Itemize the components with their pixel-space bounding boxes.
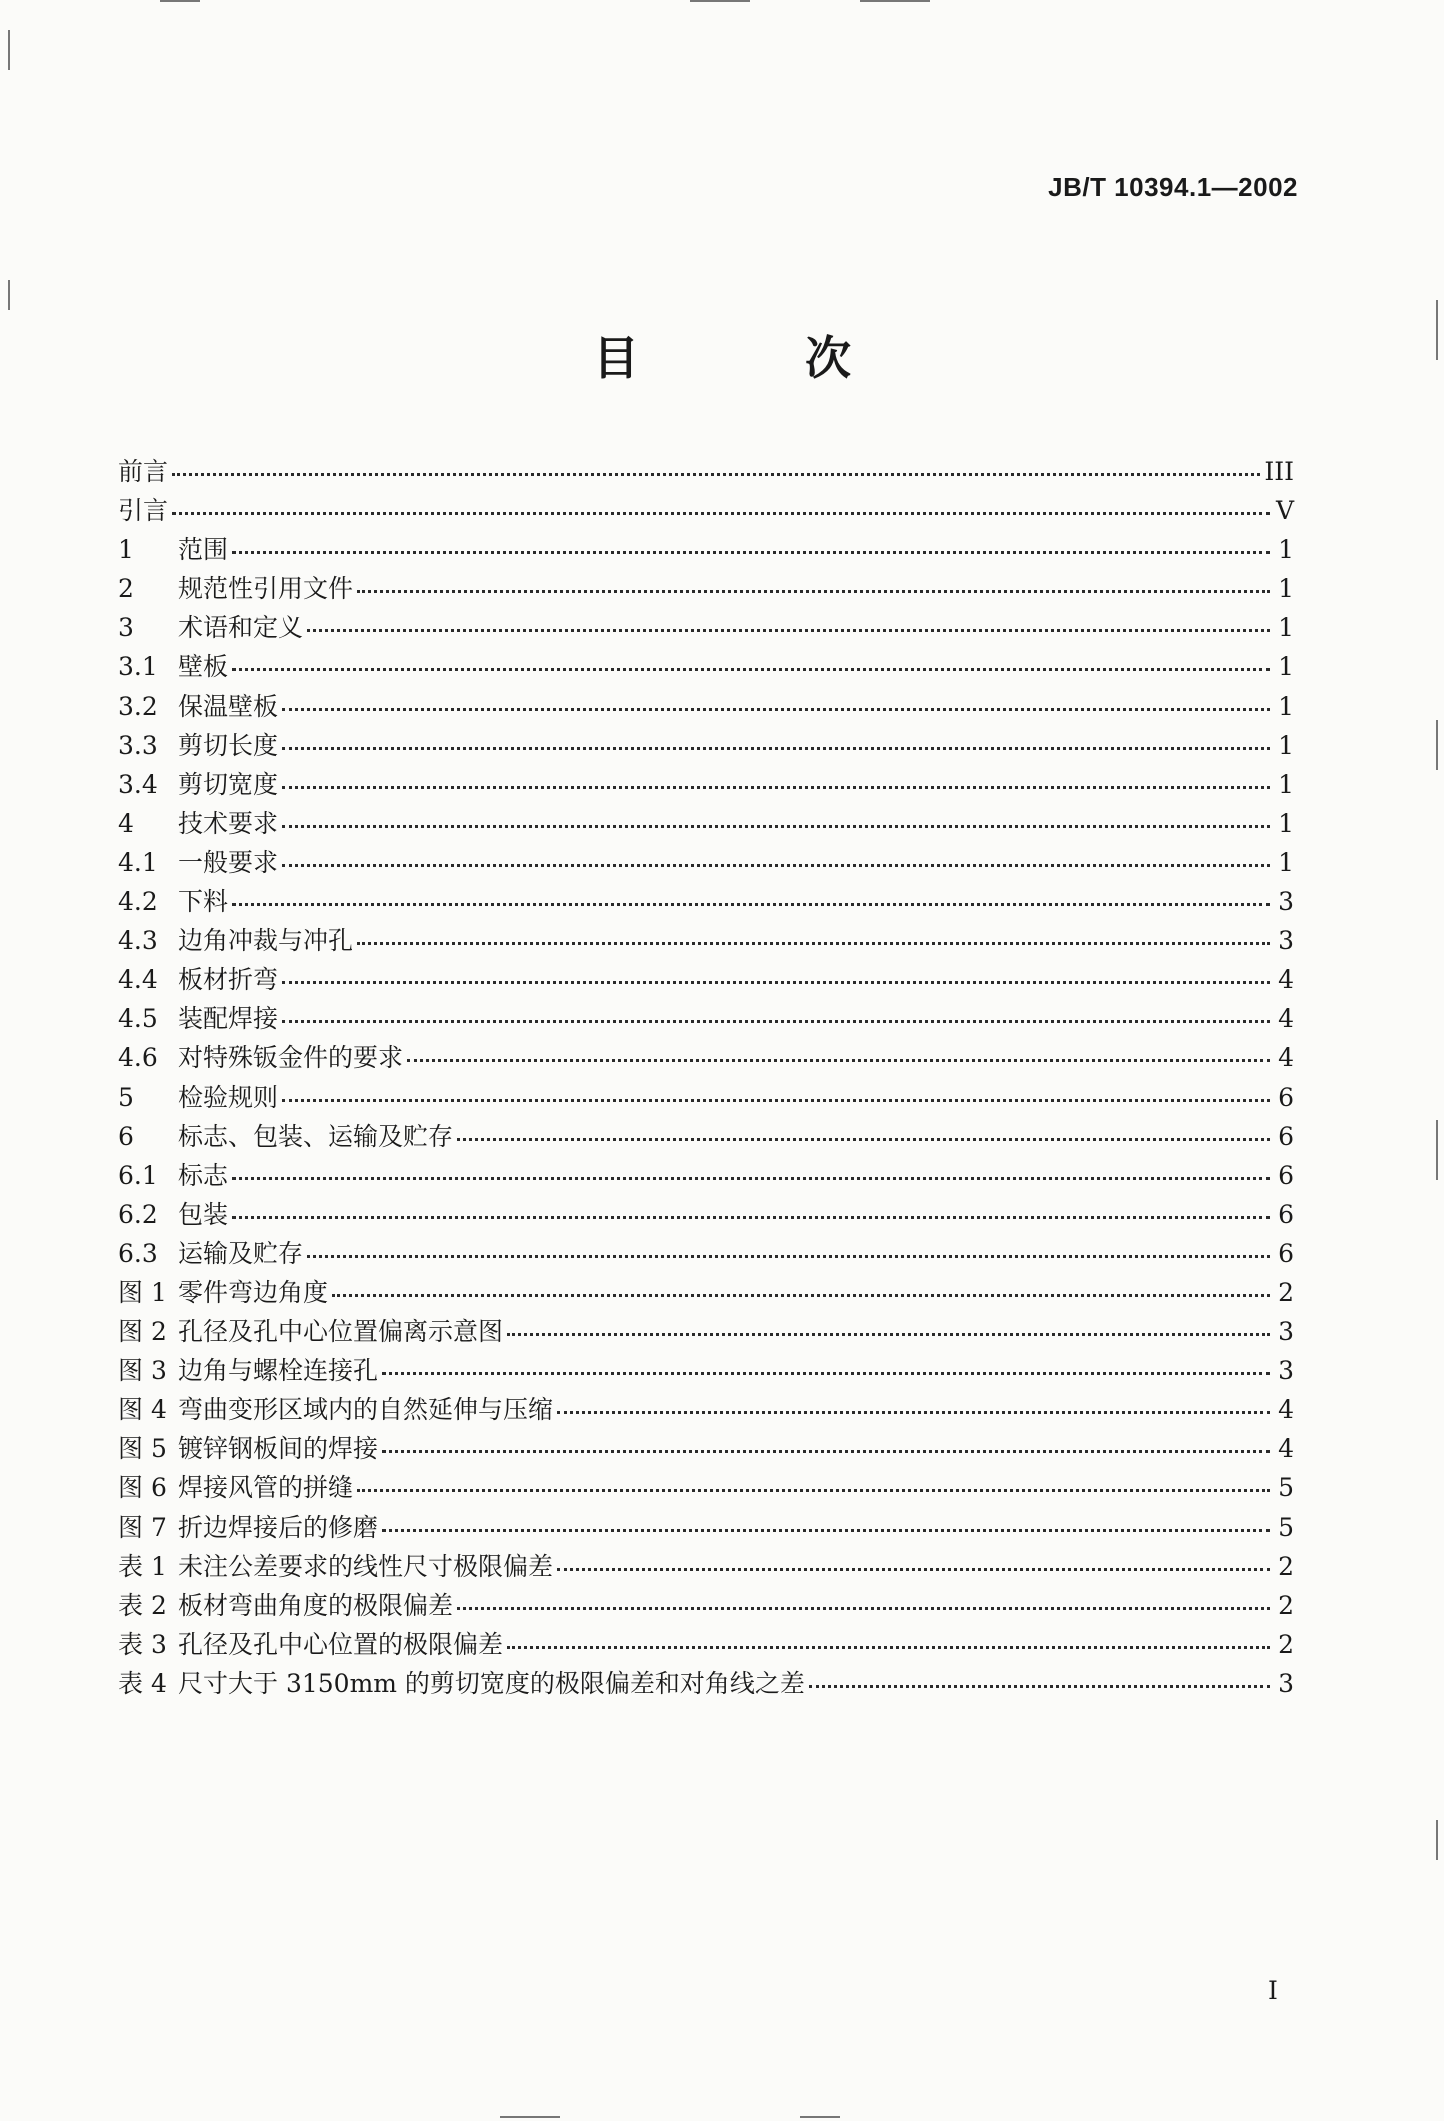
toc-entry: [118, 647, 1294, 686]
toc-entry-number: 图 5: [118, 1434, 167, 1464]
toc-entry-number: 4.4: [118, 965, 158, 995]
toc-entry-page: 1: [1278, 652, 1294, 682]
dot-leader: [382, 1450, 1270, 1453]
dot-leader: [282, 747, 1270, 750]
toc-entry-number: 图 6: [118, 1473, 167, 1503]
dot-leader: [809, 1685, 1270, 1688]
toc-entry: [118, 608, 1294, 647]
dot-leader: [407, 1059, 1270, 1062]
toc-entry-title: 检验规则: [178, 1082, 279, 1112]
toc-entry-page: 4: [1278, 1043, 1294, 1073]
toc-entry-number: 图 2: [118, 1317, 167, 1347]
toc-entry-number: 图 7: [118, 1512, 167, 1542]
toc-entry: [118, 1117, 1294, 1156]
scan-edge-mark: [500, 2116, 560, 2118]
toc-entry: [118, 1351, 1294, 1390]
toc-entry: [118, 491, 1294, 530]
toc-entry-page: 3: [1278, 1356, 1294, 1386]
toc-entry-page: 2: [1278, 1590, 1294, 1620]
dot-leader: [357, 590, 1270, 593]
toc-entry-title: 技术要求: [178, 808, 279, 838]
toc-entry-title: 边角与螺栓连接孔: [178, 1356, 379, 1386]
dot-leader: [457, 1607, 1270, 1610]
toc-entry: [118, 1156, 1294, 1195]
toc-entry-number: 3: [118, 613, 134, 643]
dot-leader: [282, 1020, 1270, 1023]
toc-entry-number: 2: [118, 574, 134, 604]
scan-edge-mark: [860, 0, 930, 2]
toc-entry-page: 6: [1278, 1238, 1294, 1268]
toc-entry-title: 剪切宽度: [178, 769, 279, 799]
toc-entry-number: 4.5: [118, 1004, 158, 1034]
toc-entry-title: 镀锌钢板间的焊接: [178, 1434, 379, 1464]
dot-leader: [282, 1099, 1270, 1102]
dot-leader: [557, 1411, 1270, 1414]
dot-leader: [557, 1568, 1270, 1571]
toc-entry: [118, 804, 1294, 843]
dot-leader: [382, 1372, 1270, 1375]
toc-entry: [118, 569, 1294, 608]
toc-entry-title: 板材折弯: [178, 965, 279, 995]
toc-entry: [118, 1508, 1294, 1547]
toc-entry-page: 1: [1278, 535, 1294, 565]
toc-entry-page: 6: [1278, 1082, 1294, 1112]
dot-leader: [332, 1294, 1270, 1297]
scan-edge-mark: [800, 2116, 840, 2118]
toc-entry: [118, 1390, 1294, 1429]
toc-entry-title: 保温壁板: [178, 691, 279, 721]
toc-entry-page: 3: [1278, 1668, 1294, 1698]
toc-entry-number: 6: [118, 1121, 134, 1151]
toc-entry-title: 术语和定义: [178, 613, 304, 643]
toc-entry-number: 3.4: [118, 769, 158, 799]
toc-entry-title: 折边焊接后的修磨: [178, 1512, 379, 1542]
scan-edge-mark: [160, 0, 200, 2]
toc-entry: [118, 843, 1294, 882]
dot-leader: [232, 551, 1270, 554]
toc-entry: [118, 999, 1294, 1038]
toc-entry-page: III: [1264, 457, 1294, 486]
toc-entry: [118, 1625, 1294, 1664]
toc-entry-title: 对特殊钣金件的要求: [178, 1043, 404, 1073]
dot-leader: [507, 1333, 1270, 1336]
toc-entry: [118, 452, 1294, 491]
toc-entry: [118, 765, 1294, 804]
toc-entry-number: 4.2: [118, 887, 158, 917]
toc-entry: [118, 1234, 1294, 1273]
toc-entry-page: 2: [1278, 1277, 1294, 1307]
toc-entry: [118, 1429, 1294, 1468]
toc-entry: [118, 726, 1294, 765]
dot-leader: [282, 786, 1270, 789]
toc-entry-title: 边角冲裁与冲孔: [178, 926, 354, 956]
dot-leader: [232, 903, 1270, 906]
toc-entry: [118, 960, 1294, 999]
toc-entry-page: 1: [1278, 769, 1294, 799]
toc-entry-page: 5: [1278, 1473, 1294, 1503]
toc-entry: [118, 1273, 1294, 1312]
toc-entry: [118, 1195, 1294, 1234]
toc-entry-title: 一般要求: [178, 847, 279, 877]
toc-entry: [118, 1547, 1294, 1586]
toc-entry-title: 尺寸大于 3150mm 的剪切宽度的极限偏差和对角线之差: [178, 1668, 805, 1698]
dot-leader: [232, 1216, 1270, 1219]
toc-entry-page: 5: [1278, 1512, 1294, 1542]
scan-edge-mark: [690, 0, 750, 2]
toc-entry-page: 4: [1278, 1004, 1294, 1034]
dot-leader: [507, 1646, 1270, 1649]
dot-leader: [172, 473, 1260, 476]
toc-entry-number: 6.2: [118, 1199, 158, 1229]
toc-entry-page: 4: [1278, 1395, 1294, 1425]
scan-edge-mark: [8, 30, 10, 70]
page-title: 目 次: [593, 331, 911, 385]
toc-entry-title: 运输及贮存: [178, 1238, 304, 1268]
toc-entry-page: 1: [1278, 847, 1294, 877]
toc-entry-number: 表 4: [118, 1668, 167, 1698]
dot-leader: [282, 708, 1270, 711]
toc-entry-page: 6: [1278, 1160, 1294, 1190]
toc-entry-page: 4: [1278, 1434, 1294, 1464]
toc-entry-page: 1: [1278, 808, 1294, 838]
toc-entry-title: 未注公差要求的线性尺寸极限偏差: [178, 1551, 554, 1581]
toc-entry-title: 规范性引用文件: [178, 574, 354, 604]
toc-entry-number: 表 2: [118, 1590, 167, 1620]
toc-entry-title: 零件弯边角度: [178, 1277, 329, 1307]
toc-entry: [118, 1078, 1294, 1117]
toc-entry-number: 5: [118, 1082, 134, 1112]
toc-entry-title: 标志、包装、运输及贮存: [178, 1121, 454, 1151]
toc-entry-number: 图 3: [118, 1356, 167, 1386]
toc-entry-number: 图 1: [118, 1277, 167, 1307]
dot-leader: [232, 1177, 1270, 1180]
toc-entry-page: 1: [1278, 691, 1294, 721]
toc-entry-title: 装配焊接: [178, 1004, 279, 1034]
toc-entry-number: 表 1: [118, 1551, 167, 1581]
toc-entry: [118, 1468, 1294, 1507]
dot-leader: [307, 1255, 1270, 1258]
toc-entry-title: 孔径及孔中心位置的极限偏差: [178, 1629, 504, 1659]
standard-code: JB/T 10394.1—2002: [1048, 172, 1298, 202]
toc-entry-number: 图 4: [118, 1395, 167, 1425]
toc-entry-number: 3.2: [118, 691, 158, 721]
toc-entry-number: 4.3: [118, 926, 158, 956]
toc-entry: [118, 921, 1294, 960]
toc-entry: [118, 1586, 1294, 1625]
scan-edge-mark: [1436, 1820, 1438, 1860]
toc-entry-page: V: [1275, 496, 1294, 526]
toc-entry-number: 4: [118, 808, 134, 838]
toc-entry-page: 6: [1278, 1199, 1294, 1229]
toc-entry-number: 1: [118, 535, 134, 565]
toc-entry-page: 3: [1278, 1317, 1294, 1347]
dot-leader: [357, 1489, 1270, 1492]
toc-entry-title: 标志: [178, 1160, 229, 1190]
toc-entry-number: 3.1: [118, 652, 158, 682]
dot-leader: [282, 981, 1270, 984]
dot-leader: [357, 942, 1270, 945]
toc-entry: [118, 1664, 1294, 1703]
toc-entry-page: 1: [1278, 730, 1294, 760]
toc-entry: [118, 1038, 1294, 1077]
scan-edge-mark: [8, 280, 10, 310]
toc-entry-title: 引言: [118, 496, 169, 526]
scan-edge-mark: [1436, 1120, 1438, 1180]
toc-entry-number: 6.3: [118, 1238, 158, 1268]
dot-leader: [282, 825, 1270, 828]
toc-entry-page: 1: [1278, 613, 1294, 643]
toc-entry-title: 焊接风管的拼缝: [178, 1473, 354, 1503]
toc-entry-title: 前言: [118, 457, 169, 486]
toc-entry-page: 3: [1278, 887, 1294, 917]
scan-edge-mark: [1436, 720, 1438, 770]
toc-entry-title: 壁板: [178, 652, 229, 682]
toc-entry-number: 3.3: [118, 730, 158, 760]
dot-leader: [457, 1138, 1270, 1141]
toc-entry-page: 1: [1278, 574, 1294, 604]
dot-leader: [232, 668, 1270, 671]
scan-edge-mark: [1436, 300, 1438, 360]
toc-entry-page: 6: [1278, 1121, 1294, 1151]
toc-entry-number: 4.6: [118, 1043, 158, 1073]
toc-entry-page: 4: [1278, 965, 1294, 995]
table-of-contents: [118, 452, 1294, 1703]
toc-entry: [118, 882, 1294, 921]
dot-leader: [282, 864, 1270, 867]
toc-entry-title: 下料: [178, 887, 229, 917]
dot-leader: [172, 512, 1270, 515]
toc-entry: [118, 1312, 1294, 1351]
toc-entry-number: 表 3: [118, 1629, 167, 1659]
toc-entry-page: 3: [1278, 926, 1294, 956]
toc-entry-title: 范围: [178, 535, 229, 565]
toc-entry-title: 板材弯曲角度的极限偏差: [178, 1590, 454, 1620]
toc-entry-number: 6.1: [118, 1160, 158, 1190]
toc-entry: [118, 687, 1294, 726]
toc-entry-page: 2: [1278, 1629, 1294, 1659]
toc-entry-number: 4.1: [118, 847, 158, 877]
dot-leader: [307, 629, 1270, 632]
dot-leader: [382, 1529, 1270, 1532]
toc-entry-title: 剪切长度: [178, 730, 279, 760]
toc-entry-title: 孔径及孔中心位置偏离示意图: [178, 1317, 504, 1347]
toc-entry-page: 2: [1278, 1551, 1294, 1581]
toc-entry: [118, 530, 1294, 569]
page-number: I: [1268, 1976, 1278, 2005]
toc-entry-title: 弯曲变形区域内的自然延伸与压缩: [178, 1395, 554, 1425]
toc-entry-title: 包装: [178, 1199, 229, 1229]
